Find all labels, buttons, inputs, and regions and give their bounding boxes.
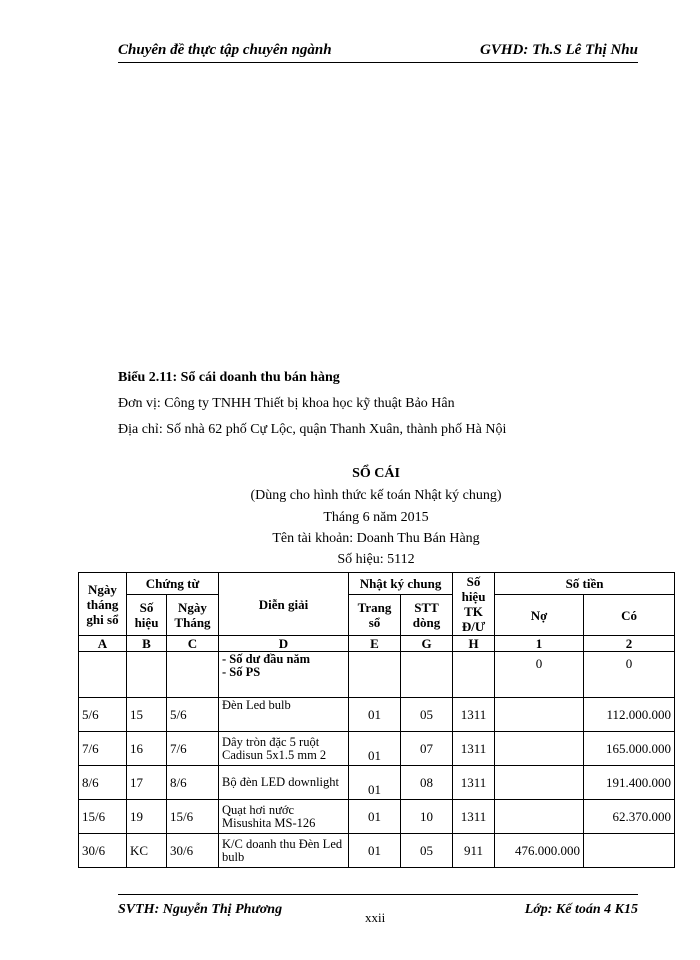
row-debit — [495, 732, 584, 766]
letter-cell: C — [167, 636, 219, 652]
letter-cell: 2 — [584, 636, 675, 652]
row-line: 07 — [401, 732, 453, 766]
row-line: 05 — [401, 698, 453, 732]
row-credit: 62.370.000 — [584, 800, 675, 834]
row-desc: Dây tròn đặc 5 ruột Cadisun 5x1.5 mm 2 — [219, 732, 349, 766]
row-date: 15/6 — [79, 800, 127, 834]
figure-caption: Biểu 2.11: Sổ cái doanh thu bán hàng — [118, 370, 340, 385]
row-date: 7/6 — [79, 732, 127, 766]
header-row-2 — [79, 595, 675, 636]
letter-row — [79, 636, 675, 652]
row-voucher-date: 8/6 — [167, 766, 219, 800]
col-credit-header: Có — [584, 595, 675, 636]
table-row — [79, 800, 675, 834]
row-voucher-date: 15/6 — [167, 800, 219, 834]
header-row-1 — [79, 573, 675, 595]
row-debit — [495, 698, 584, 732]
row-desc: Bộ đèn LED downlight — [219, 766, 349, 800]
ledger-table — [78, 572, 675, 868]
company-unit: Đơn vị: Công ty TNHH Thiết bị khoa học kỹ thuật Bảo Hân — [118, 396, 455, 411]
row-desc: Đèn Led bulb — [219, 698, 349, 732]
col-journal-header: Nhật ký chung — [349, 573, 453, 595]
row-voucher-date: 7/6 — [167, 732, 219, 766]
opening-balance-label: - Số dư đầu năm — [222, 652, 311, 666]
row-credit — [584, 834, 675, 868]
footer-page-number: xxii — [365, 910, 386, 925]
row-page: 01 — [349, 834, 401, 868]
footer-divider — [118, 894, 638, 895]
row-voucher-no: 19 — [127, 800, 167, 834]
period-activity-label: - Số PS — [222, 665, 261, 679]
opening-credit: 0 — [584, 652, 675, 698]
row-voucher-no: KC — [127, 834, 167, 868]
footer-class: Lớp: Kế toán 4 K15 — [524, 902, 638, 917]
table-row — [79, 698, 675, 732]
row-debit: 476.000.000 — [495, 834, 584, 868]
row-desc: Quạt hơi nước Misushita MS-126 — [219, 800, 349, 834]
col-debit-header: Nợ — [495, 595, 584, 636]
row-date: 30/6 — [79, 834, 127, 868]
letter-cell: G — [401, 636, 453, 652]
col-acct-header: Số hiệu TK Đ/Ư — [453, 573, 495, 636]
company-address: Địa chỉ: Số nhà 62 phố Cự Lộc, quận Thanh Xuân, thành phố Hà Nội — [118, 422, 507, 437]
letter-cell: H — [453, 636, 495, 652]
row-acct: 1311 — [453, 732, 495, 766]
row-credit: 165.000.000 — [584, 732, 675, 766]
row-voucher-no: 17 — [127, 766, 167, 800]
row-acct: 1311 — [453, 800, 495, 834]
row-credit: 191.400.000 — [584, 766, 675, 800]
row-line: 10 — [401, 800, 453, 834]
row-page: 01 — [349, 698, 401, 732]
col-voucher-date-header: Ngày Tháng — [167, 595, 219, 636]
ledger-month: Tháng 6 năm 2015 — [323, 510, 429, 525]
row-debit — [495, 800, 584, 834]
letter-cell: B — [127, 636, 167, 652]
row-page: 01 — [349, 766, 401, 800]
row-date: 5/6 — [79, 698, 127, 732]
row-voucher-date: 30/6 — [167, 834, 219, 868]
letter-cell: D — [219, 636, 349, 652]
col-line-header: STT dòng — [401, 595, 453, 636]
letter-cell: E — [349, 636, 401, 652]
row-page: 01 — [349, 732, 401, 766]
ledger-account-no: Số hiệu: 5112 — [337, 552, 415, 567]
row-voucher-no: 15 — [127, 698, 167, 732]
table-row — [79, 732, 675, 766]
col-voucher-no-header: Số hiệu — [127, 595, 167, 636]
row-acct: 911 — [453, 834, 495, 868]
letter-cell: A — [79, 636, 127, 652]
page-header — [118, 40, 638, 63]
row-debit — [495, 766, 584, 800]
ledger-account-name: Tên tài khoản: Doanh Thu Bán Hàng — [272, 531, 480, 546]
ledger-title: SỔ CÁI — [352, 466, 400, 481]
col-voucher-header: Chứng từ — [127, 573, 219, 595]
row-acct: 1311 — [453, 698, 495, 732]
letter-cell: 1 — [495, 636, 584, 652]
row-desc: K/C doanh thu Đèn Led bulb — [219, 834, 349, 868]
col-page-header: Trang sổ — [349, 595, 401, 636]
header-right: GVHD: Th.S Lê Thị Nhu — [480, 42, 638, 58]
header-left: Chuyên đề thực tập chuyên ngành — [118, 42, 332, 58]
opening-debit: 0 — [495, 652, 584, 698]
row-line: 08 — [401, 766, 453, 800]
ledger-subtitle: (Dùng cho hình thức kế toán Nhật ký chung) — [250, 488, 502, 503]
row-date: 8/6 — [79, 766, 127, 800]
row-voucher-no: 16 — [127, 732, 167, 766]
row-acct: 1311 — [453, 766, 495, 800]
table-row — [79, 834, 675, 868]
opening-desc — [219, 652, 349, 698]
table-row — [79, 766, 675, 800]
row-voucher-date: 5/6 — [167, 698, 219, 732]
col-date-header: Ngày tháng ghi sổ — [79, 573, 127, 636]
col-amount-header: Số tiền — [495, 573, 675, 595]
row-credit: 112.000.000 — [584, 698, 675, 732]
footer-student: SVTH: Nguyễn Thị Phương — [118, 902, 283, 917]
opening-row — [79, 652, 675, 698]
row-line: 05 — [401, 834, 453, 868]
col-desc-header: Diễn giải — [219, 573, 349, 636]
row-page: 01 — [349, 800, 401, 834]
